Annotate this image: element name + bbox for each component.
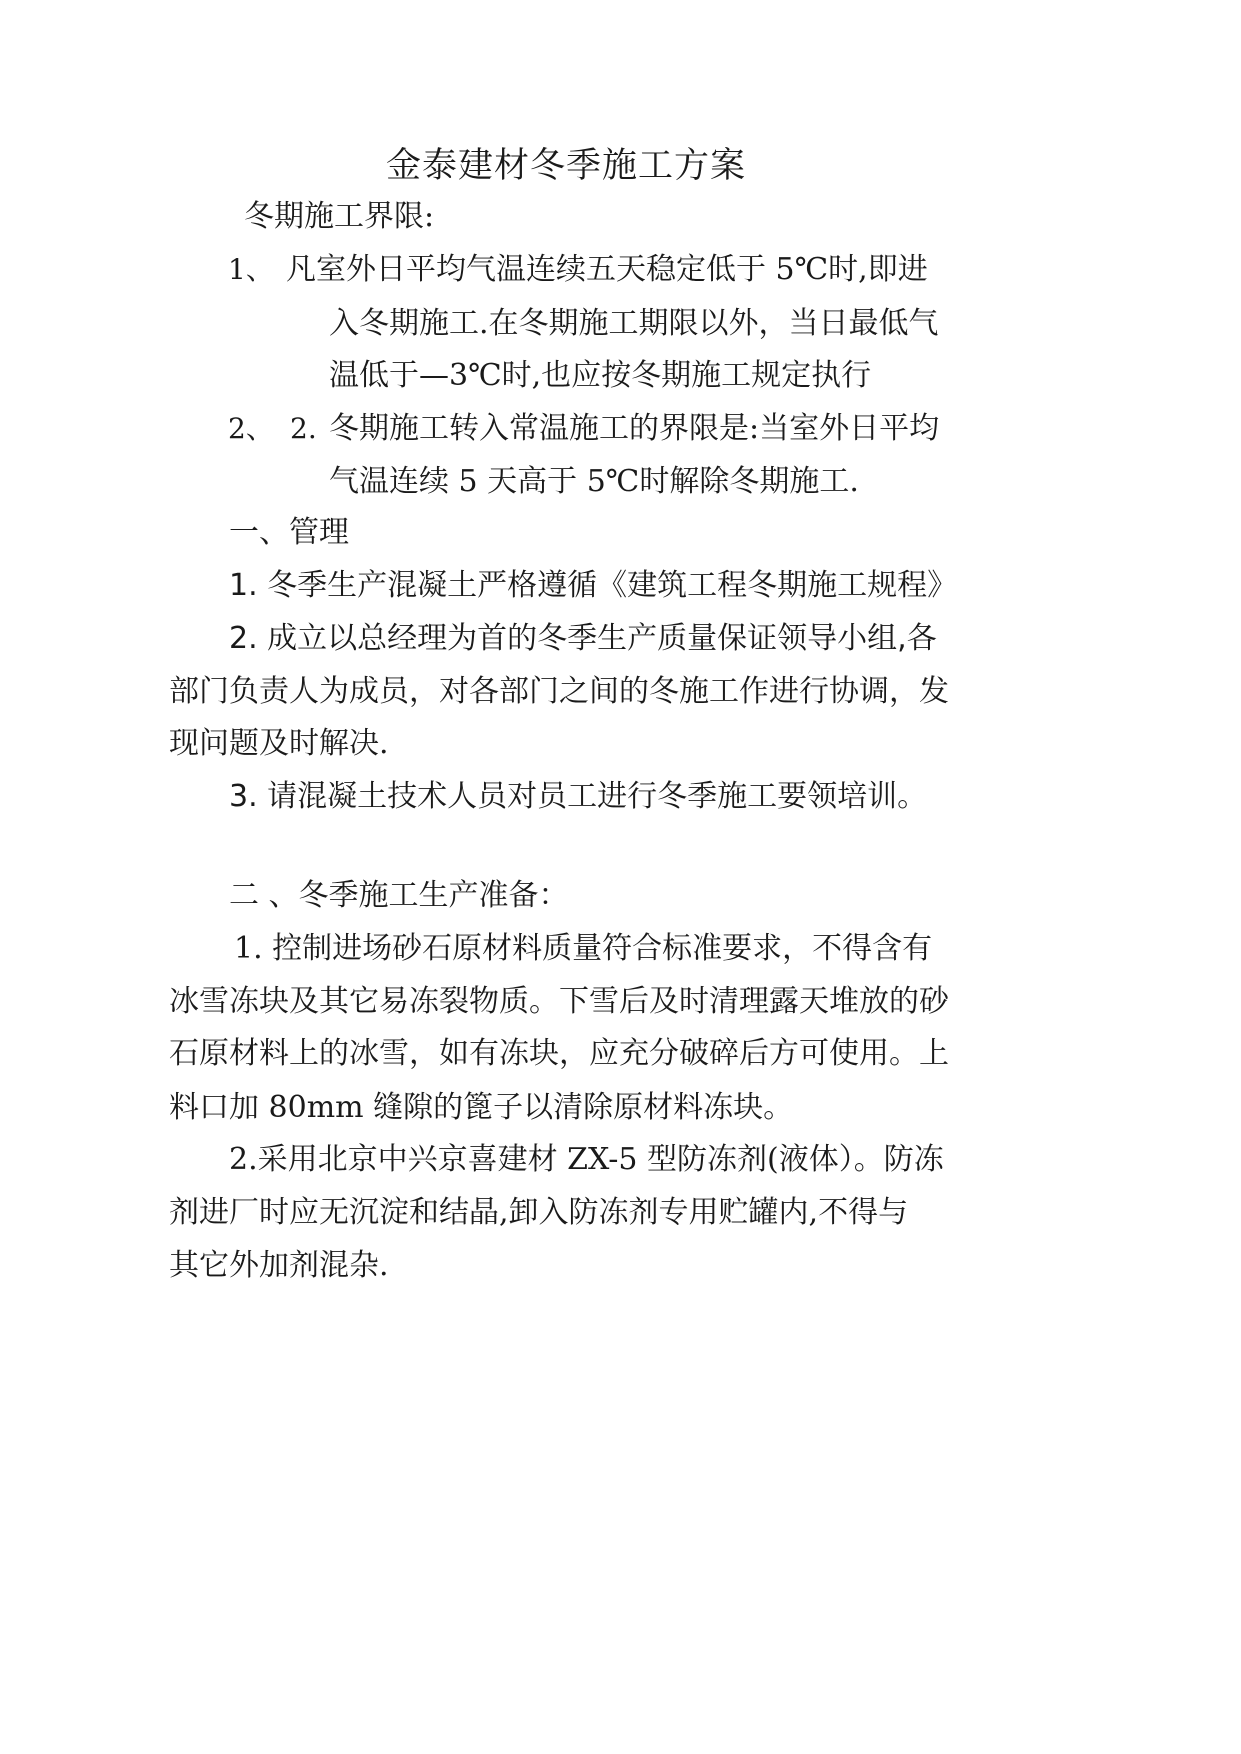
limit-2-line: 冬期施工转入常温施工的界限是:当室外日平均: [329, 411, 940, 446]
section-1-line: 1. 冬季生产混凝土严格遵循《建筑工程冬期施工规程》: [229, 568, 958, 603]
section-1-line: 部门负责人为成员，对各部门之间的冬施工作进行协调，发: [169, 674, 949, 709]
limit-1-line: 凡室外日平均气温连续五天稳定低于 5℃时,即进: [286, 252, 928, 287]
section-2-line: 石原材料上的冰雪，如有冻块，应充分破碎后方可使用。上: [169, 1036, 949, 1071]
section-2-line: 1. 控制进场砂石原材料质量符合标准要求，不得含有: [234, 931, 933, 966]
section-2-line: 其它外加剂混杂.: [169, 1248, 389, 1283]
limit-2-marker: 2、: [228, 412, 274, 445]
limit-2-sub-marker: 2.: [290, 412, 317, 445]
section-1-line: 现问题及时解决.: [169, 726, 389, 761]
section-2-heading: 二 、冬季施工生产准备：: [229, 878, 569, 913]
limit-1-line: 入冬期施工.在冬期施工期限以外，当日最低气: [329, 306, 939, 341]
limits-heading: 冬期施工界限:: [244, 199, 435, 234]
section-1-line: 3. 请混凝土技术人员对员工进行冬季施工要领培训。: [229, 779, 928, 814]
section-2-line: 2.采用北京中兴京喜建材 ZX-5 型防冻剂(液体）。防冻: [229, 1142, 944, 1177]
limit-2-line: 气温连续 5 天高于 5℃时解除冬期施工.: [329, 464, 859, 499]
section-2-line: 剂进厂时应无沉淀和结晶,卸入防冻剂专用贮罐内,不得与: [169, 1195, 909, 1230]
section-1-line: 2. 成立以总经理为首的冬季生产质量保证领导小组,各: [229, 621, 937, 656]
limit-1-marker: 1、: [228, 253, 274, 286]
document-title: 金泰建材冬季施工方案: [386, 146, 747, 186]
section-2-line: 冰雪冻块及其它易冻裂物质。下雪后及时清理露天堆放的砂: [169, 984, 949, 1019]
section-2-line: 料口加 80mm 缝隙的篦子以清除原材料冻块。: [169, 1090, 794, 1125]
section-1-heading: 一、管理: [229, 515, 349, 550]
limit-1-line: 温低于—3℃时,也应按冬期施工规定执行: [329, 358, 872, 393]
